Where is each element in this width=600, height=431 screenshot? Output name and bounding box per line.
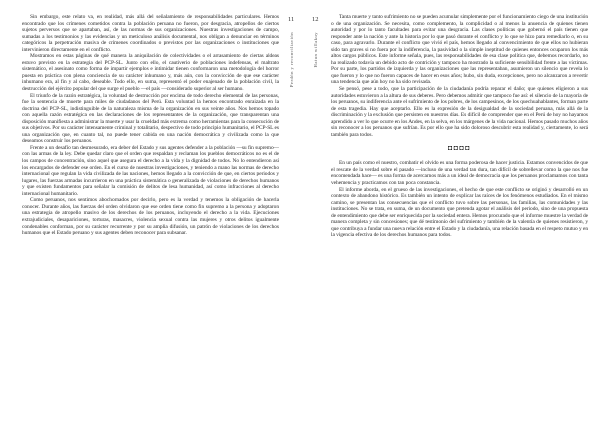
- paragraph: Mostramos en estas páginas de qué manera la aniquilación de colectividades o el arrasamiento de ciertas aldeas estuvo previsto en la estrategia del PCP-SL. Junto con ello, el cautiverio de poblaciones indefensas, el maltrato sistemático, el asesinato como forma de impartir ejemplos e intimidar tienen conformaron una metodología del horror puesta en práctica con plena conciencia de su carácter inhumano y, más aún, con la convicción de que ese carácter inhumano era, al fin y al cabo, deseable. Todo ello, en suma, representó el poder enajenado de la población civil, la destrucción del ejército popular del que surge el pueblo —el país —considerado superior al ser humano.: [22, 53, 279, 93]
- section-break-ornament: ◘◘◘◘: [448, 144, 471, 153]
- right-page: [331, 14, 588, 418]
- page-number-right: 12: [312, 16, 319, 23]
- paragraph: En un país como el nuestro, combatir el olvido es una forma poderosa de hacer justicia. Estamos convencidos de que el rescate de la verdad sobre el pasado —incluso de una verdad tan dura, tan difícil de sobrellevar como la que nos fue encomendada hace— es una forma de acercarnos más a un ideal de democracia que los peruanos proclamamos con tanta vehemencia y practicamos con tan poca constancia.: [331, 160, 588, 187]
- running-head-left: Perdón y reconciliación: [289, 32, 294, 88]
- page-number-left: 11: [288, 16, 295, 23]
- paragraph: El informe aborda, en el grueso de las investigaciones, el hecho de que este conflicto se originó y desarrolló en un contexto de abandono histórico. Es también un intento de explicar las raíces de los fenómenos estudiados. En el mismo camino, se presentan las consecuencias que el conflicto tuvo sobre las personas, las familias, las comunidades y las instituciones. No se trata, en suma, de un documento que pretenda agotar el análisis del periodo, sino de una propuesta de entendimiento que debe ser enriquecida por la sociedad entera. Hemos procurado que el informe muestre la verdad de manera completa y sin concesiones; que dé testimonio del sufrimiento y también de la valentía de quienes resistieron, y que contribuya a fundar una nueva relación entre el Estado y la ciudadanía, una relación basada en el respeto mutuo y en la vigencia efectiva de los derechos humanos para todos.: [331, 186, 588, 239]
- paragraph: El triunfo de la razón estratégica, la voluntad de destrucción por encima de todo derecho elemental de las personas, fue la sentencia de muerte para miles de ciudadanos del Perú. Esta voluntad la hemos encontrado enraizada en la doctrina del PCP-SL, indistinguible de la naturaleza misma de la organización en sus veinte años. Nos hemos topado con aquella razón estratégica en las declaraciones de los representantes de la organización, que transparentan una disposición manifiesta a administrar la muerte y usar la crueldad más extrema como herramientas para la consecución de sus objetivos. Por su carácter intensamente criminal y totalitario, despectivo de todo principio humanitario, el PCP-SL es una organización que, en cuanto tal, no puede tener cabida en una nación democrática y civilizada como la que deseamos construir los peruanos.: [22, 92, 279, 145]
- paragraph: Sin embargo, este relato va, en realidad, más allá del señalamiento de responsabilidades particulares. Hemos encontrado que los crímenes cometidos contra la población peruana no fueron, por desgracia, atropellos de ciertos sujetos perversos que se apartaban, así, de las normas de sus organizaciones. Nuestras investigaciones de campo, sumadas a los testimonios y las evidencias y un meticuloso análisis documental, nos obligan a denunciar en términos categóricos la perpetración masiva de crímenes coordinados o previstos por las organizaciones o instituciones que intervinieron directamente en el conflicto.: [22, 14, 279, 53]
- running-head-right: Hatun willakuy: [313, 32, 318, 68]
- paragraph: Como peruanos, nos sentimos abochornados por decirlo, pero es la verdad y tenemos la obligación de hacerla conocer. Durante años, las fuerzas del orden olvidaron que ese orden tiene como fin supremo a la persona y adoptaron una estrategia de atropello masivo de los derechos de los peruanos, incluyendo el derecho a la vida. Ejecuciones extrajudiciales, desapariciones, torturas, masacres, violencia sexual contra las mujeres y otros delitos igualmente condenables conforman, por su carácter recurrente y por su amplia difusión, un patrón de violaciones de los derechos humanos que el Estado peruano y sus agentes deben reconocer para subsanar.: [22, 197, 279, 237]
- left-page: [22, 14, 279, 418]
- paragraph: Se pensó, pese a todo, que la participación de la ciudadanía podría reparar el daño; que quienes eligieron a sus autoridades estuvieron a la altura de sus deberes. Pero debemos admitir que tampoco fue así: el silencio de la mayoría de los peruanos, su indiferencia ante el sufrimiento de los pobres, de los campesinos, de los quechuahablantes, forman parte de esta tragedia. Hay que aceptarlo. Ello es la expresión de la desigualdad de la sociedad peruana, más allá de la discriminación y la exclusión que persisten en nuestros días. Es difícil de comprender que en el Perú de hoy no hayamos aprendido a ver lo que ocurre en los Andes, en la selva, en los márgenes de la vida nacional. Hemos pasado muchos años sin reconocer a los peruanos que sufrían. Es por ello que ha sido doloroso descubrir esta realidad y, ciertamente, lo será también para todos.: [331, 86, 588, 138]
- paragraph: Frente a un desafío tan desmesurado, era deber del Estado y sus agentes defender a la población —su fin supremo— con las armas de la ley. Debe quedar claro que el orden que respaldan y reclaman los pueblos democráticos no es el de los campos de concentración, sino aquel que asegura el derecho a la vida y la dignidad de todos. No lo entendieron así los encargados de defender ese orden. En el curso de nuestras investigaciones, y teniendo a mano las normas de derecho internacional que regulan la vida civilizada de las naciones, hemos llegado a la convicción de que, en ciertos periodos y lugares, las fuerzas armadas incurrieron en una práctica sistemática o generalizada de violaciones de derechos humanos y que existen fundamentos para señalar la comisión de delitos de lesa humanidad, así como infracciones al derecho internacional humanitario.: [22, 144, 279, 197]
- paragraph: Tanta muerte y tanto sufrimiento no se pueden acumular simplemente por el funcionamiento ciego de una institución o de una organización. Se necesita, como complemento, la complicidad o al menos la anuencia de quienes tienen autoridad y por lo tanto facultades para evitar una desgracia. Las clases políticas que gobernó el país tienen que responder ante la nación y ante la historia por lo que pasó durante el conflicto y lo que se hizo para remediarlo o, en su caso, para agravarlo. Durante el conflicto que vivió el país, hemos llegado al convencimiento de que ellos no hubieran sido tan graves si no fuera por la indiferencia, la pasividad o la simple ineptitud de quienes entonces ocuparon los más altos cargos públicos. Este informe señala, pues, las responsabilidades de esa clase política que, debemos recordarlo, no ha realizado todavía un debido acto de contrición y tampoco ha mostrado la suficiente sensibilidad frente a las víctimas. Por su parte, los partidos de izquierda y las organizaciones que las representaban, asumieron un silencio que revela lo que fueron y lo que no fueron capaces de hacer en esos años; hubo, sin duda, excepciones, pero no alcanzaron a revertir una tendencia que aún hoy no ha sido revisada.: [331, 14, 588, 86]
